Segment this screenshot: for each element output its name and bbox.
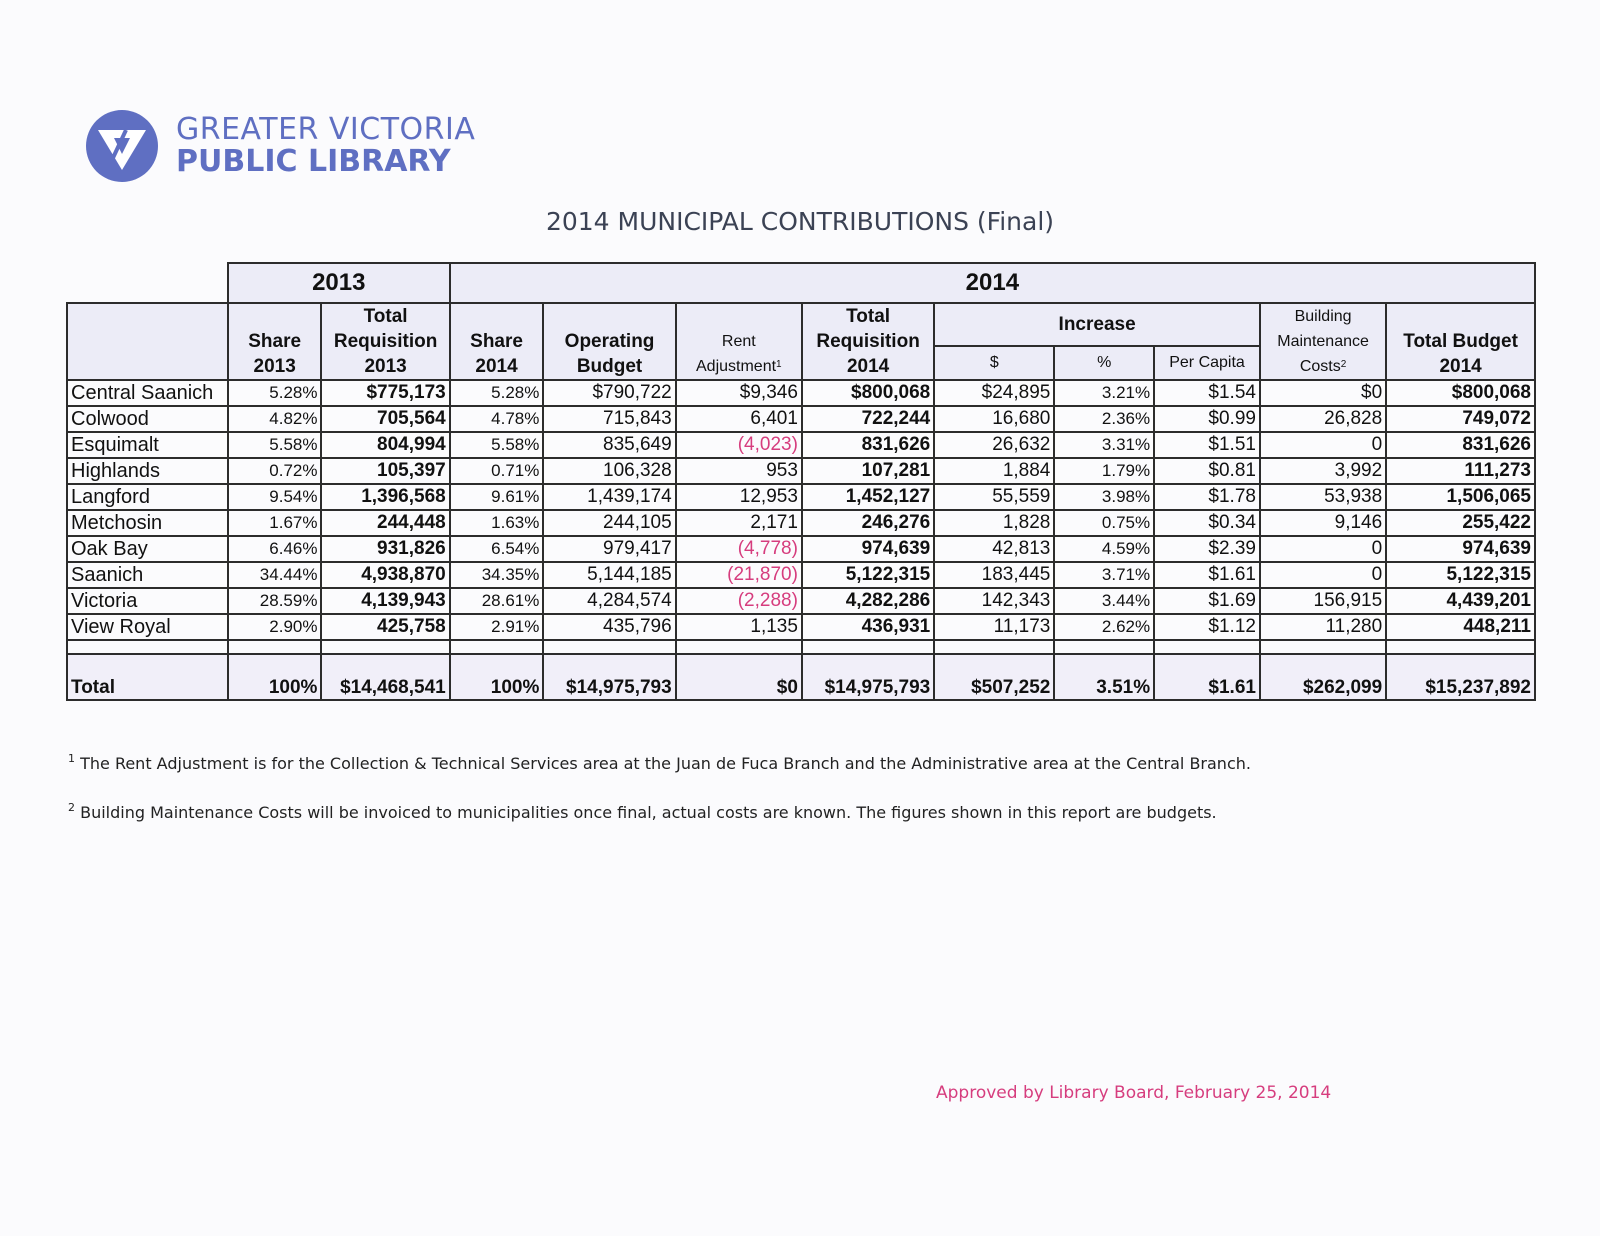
cell-tb: 749,072: [1386, 406, 1535, 432]
increase-per-capita-header: Per Capita: [1154, 346, 1260, 380]
cell-rent: 953: [676, 458, 802, 484]
cell-muni: Highlands: [67, 458, 228, 484]
cell-rent: 2,171: [676, 510, 802, 536]
cell-share13: 2.90%: [228, 614, 322, 640]
operating-budget-header: Operating Budget: [543, 303, 675, 380]
cell-bm: 0: [1260, 432, 1386, 458]
table-row: [67, 614, 1535, 640]
cell-op: 106,328: [543, 458, 675, 484]
increase-header: Increase: [934, 303, 1260, 346]
cell-op: 244,105: [543, 510, 675, 536]
cell-req14: 1,452,127: [802, 484, 934, 510]
cell-bm: 11,280: [1260, 614, 1386, 640]
cell-pct: 3.21%: [1054, 380, 1154, 406]
cell-pc: $1.78: [1154, 484, 1260, 510]
share-2013-header: Share 2013: [228, 303, 322, 380]
share-2014-header: Share 2014: [450, 303, 544, 380]
cell-share13: 5.28%: [228, 380, 322, 406]
cell-bm: 156,915: [1260, 588, 1386, 614]
cell-share13: 1.67%: [228, 510, 322, 536]
table-row: [67, 510, 1535, 536]
footnote-1: $^1$ The Rent Adjustment is for the Collection & Technical Services area at the Juan de Fuca Branch and the Administrative area at the Central Branch.: [68, 752, 1251, 773]
increase-dollar-header: $: [934, 346, 1054, 380]
cell-pct: 0.75%: [1054, 510, 1154, 536]
cell-tb: 5,122,315: [1386, 562, 1535, 588]
cell-rent: 6,401: [676, 406, 802, 432]
corner-blank: [67, 263, 228, 303]
total-requisition-2014-header: Total Requisition 2014: [802, 303, 934, 380]
cell-bm: 53,938: [1260, 484, 1386, 510]
cell-req13: 425,758: [321, 614, 449, 640]
total-op: $14,975,793: [543, 654, 675, 700]
cell-pct: 3.71%: [1054, 562, 1154, 588]
increase-percent-header: %: [1054, 346, 1154, 380]
contributions-table: [66, 262, 1536, 701]
total-pct: 3.51%: [1054, 654, 1154, 700]
cell-inc: 1,828: [934, 510, 1054, 536]
total-rent: $0: [676, 654, 802, 700]
year-2014-header: 2014: [450, 263, 1535, 303]
cell-pct: 4.59%: [1054, 536, 1154, 562]
cell-req13: 105,397: [321, 458, 449, 484]
cell-req13: $775,173: [321, 380, 449, 406]
cell-op: 979,417: [543, 536, 675, 562]
cell-inc: 183,445: [934, 562, 1054, 588]
cell-inc: 11,173: [934, 614, 1054, 640]
total-tb: $15,237,892: [1386, 654, 1535, 700]
cell-req14: 722,244: [802, 406, 934, 432]
cell-op: $790,722: [543, 380, 675, 406]
cell-pct: 2.62%: [1054, 614, 1154, 640]
cell-share14: 28.61%: [450, 588, 544, 614]
cell-req13: 4,139,943: [321, 588, 449, 614]
cell-req13: 244,448: [321, 510, 449, 536]
cell-req14: 5,122,315: [802, 562, 934, 588]
table-row: [67, 536, 1535, 562]
cell-pc: $1.54: [1154, 380, 1260, 406]
cell-share14: 34.35%: [450, 562, 544, 588]
cell-share13: 5.58%: [228, 432, 322, 458]
total-pc: $1.61: [1154, 654, 1260, 700]
cell-share14: 4.78%: [450, 406, 544, 432]
cell-req13: 931,826: [321, 536, 449, 562]
cell-req14: 107,281: [802, 458, 934, 484]
cell-req14: 4,282,286: [802, 588, 934, 614]
table-row: [67, 458, 1535, 484]
cell-share13: 34.44%: [228, 562, 322, 588]
total-budget-2014-header: Total Budget 2014: [1386, 303, 1535, 380]
cell-rent: $9,346: [676, 380, 802, 406]
cell-share14: 2.91%: [450, 614, 544, 640]
total-requisition-2013-header: Total Requisition 2013: [321, 303, 449, 380]
footnote-2: $^2$ Building Maintenance Costs will be invoiced to municipalities once final, actual costs are known. The figures shown in this report are budgets.: [68, 801, 1217, 822]
cell-tb: 974,639: [1386, 536, 1535, 562]
total-muni: Total: [67, 654, 228, 700]
cell-tb: 1,506,065: [1386, 484, 1535, 510]
cell-pc: $1.51: [1154, 432, 1260, 458]
table-row: [67, 588, 1535, 614]
cell-pc: $1.12: [1154, 614, 1260, 640]
cell-req14: 246,276: [802, 510, 934, 536]
total-req13: $14,468,541: [321, 654, 449, 700]
cell-muni: Central Saanich: [67, 380, 228, 406]
table-row: [67, 432, 1535, 458]
cell-op: 715,843: [543, 406, 675, 432]
cell-tb: 111,273: [1386, 458, 1535, 484]
cell-bm: 0: [1260, 562, 1386, 588]
cell-bm: 0: [1260, 536, 1386, 562]
cell-inc: 1,884: [934, 458, 1054, 484]
logo-line-2: PUBLIC LIBRARY: [176, 144, 451, 179]
building-maintenance-header: Building Maintenance Costs$^2$: [1260, 303, 1386, 380]
cell-pct: 3.44%: [1054, 588, 1154, 614]
table-row: [67, 406, 1535, 432]
cell-share14: 9.61%: [450, 484, 544, 510]
cell-op: 1,439,174: [543, 484, 675, 510]
cell-rent: (2,288): [676, 588, 802, 614]
cell-muni: Saanich: [67, 562, 228, 588]
cell-req14: 831,626: [802, 432, 934, 458]
spacer-row: [67, 640, 1535, 654]
cell-pct: 3.31%: [1054, 432, 1154, 458]
cell-share14: 1.63%: [450, 510, 544, 536]
cell-req14: $800,068: [802, 380, 934, 406]
cell-muni: Langford: [67, 484, 228, 510]
cell-op: 835,649: [543, 432, 675, 458]
cell-share13: 4.82%: [228, 406, 322, 432]
total-share14: 100%: [450, 654, 544, 700]
cell-tb: 255,422: [1386, 510, 1535, 536]
cell-inc: $24,895: [934, 380, 1054, 406]
cell-inc: 16,680: [934, 406, 1054, 432]
total-row: [67, 654, 1535, 700]
cell-req13: 4,938,870: [321, 562, 449, 588]
cell-inc: 55,559: [934, 484, 1054, 510]
cell-share14: 5.28%: [450, 380, 544, 406]
cell-pc: $2.39: [1154, 536, 1260, 562]
table-row: [67, 380, 1535, 406]
page-title: 2014 MUNICIPAL CONTRIBUTIONS (Final): [545, 207, 1055, 236]
total-bm: $262,099: [1260, 654, 1386, 700]
cell-muni: Metchosin: [67, 510, 228, 536]
cell-op: 5,144,185: [543, 562, 675, 588]
cell-tb: $800,068: [1386, 380, 1535, 406]
cell-share13: 0.72%: [228, 458, 322, 484]
cell-bm: 26,828: [1260, 406, 1386, 432]
cell-pct: 1.79%: [1054, 458, 1154, 484]
cell-inc: 26,632: [934, 432, 1054, 458]
cell-pc: $0.99: [1154, 406, 1260, 432]
cell-tb: 448,211: [1386, 614, 1535, 640]
municipality-header: [67, 303, 228, 380]
cell-tb: 4,439,201: [1386, 588, 1535, 614]
cell-share13: 6.46%: [228, 536, 322, 562]
cell-req14: 436,931: [802, 614, 934, 640]
cell-req13: 804,994: [321, 432, 449, 458]
cell-muni: Colwood: [67, 406, 228, 432]
cell-rent: 12,953: [676, 484, 802, 510]
cell-rent: (4,023): [676, 432, 802, 458]
total-inc: $507,252: [934, 654, 1054, 700]
cell-op: 4,284,574: [543, 588, 675, 614]
cell-rent: (4,778): [676, 536, 802, 562]
cell-rent: 1,135: [676, 614, 802, 640]
cell-pc: $1.61: [1154, 562, 1260, 588]
cell-rent: (21,870): [676, 562, 802, 588]
cell-pct: 3.98%: [1054, 484, 1154, 510]
cell-share14: 6.54%: [450, 536, 544, 562]
cell-tb: 831,626: [1386, 432, 1535, 458]
cell-muni: View Royal: [67, 614, 228, 640]
cell-pc: $1.69: [1154, 588, 1260, 614]
library-emblem-icon: [84, 108, 160, 184]
cell-bm: $0: [1260, 380, 1386, 406]
table-row: [67, 484, 1535, 510]
cell-bm: 9,146: [1260, 510, 1386, 536]
cell-req13: 705,564: [321, 406, 449, 432]
cell-req14: 974,639: [802, 536, 934, 562]
year-2013-header: 2013: [228, 263, 450, 303]
cell-bm: 3,992: [1260, 458, 1386, 484]
cell-pct: 2.36%: [1054, 406, 1154, 432]
cell-share13: 28.59%: [228, 588, 322, 614]
total-share13: 100%: [228, 654, 322, 700]
total-req14: $14,975,793: [802, 654, 934, 700]
cell-muni: Victoria: [67, 588, 228, 614]
logo-line-1: GREATER VICTORIA: [176, 112, 476, 147]
cell-req13: 1,396,568: [321, 484, 449, 510]
cell-op: 435,796: [543, 614, 675, 640]
cell-share14: 0.71%: [450, 458, 544, 484]
cell-inc: 142,343: [934, 588, 1054, 614]
library-logo: [84, 108, 475, 184]
cell-pc: $0.34: [1154, 510, 1260, 536]
cell-muni: Esquimalt: [67, 432, 228, 458]
cell-pc: $0.81: [1154, 458, 1260, 484]
cell-muni: Oak Bay: [67, 536, 228, 562]
approval-note: Approved by Library Board, February 25, 2014: [936, 1083, 1332, 1103]
cell-share14: 5.58%: [450, 432, 544, 458]
rent-adjustment-header: Rent Adjustment$^1$: [676, 303, 802, 380]
cell-share13: 9.54%: [228, 484, 322, 510]
cell-inc: 42,813: [934, 536, 1054, 562]
table-row: [67, 562, 1535, 588]
